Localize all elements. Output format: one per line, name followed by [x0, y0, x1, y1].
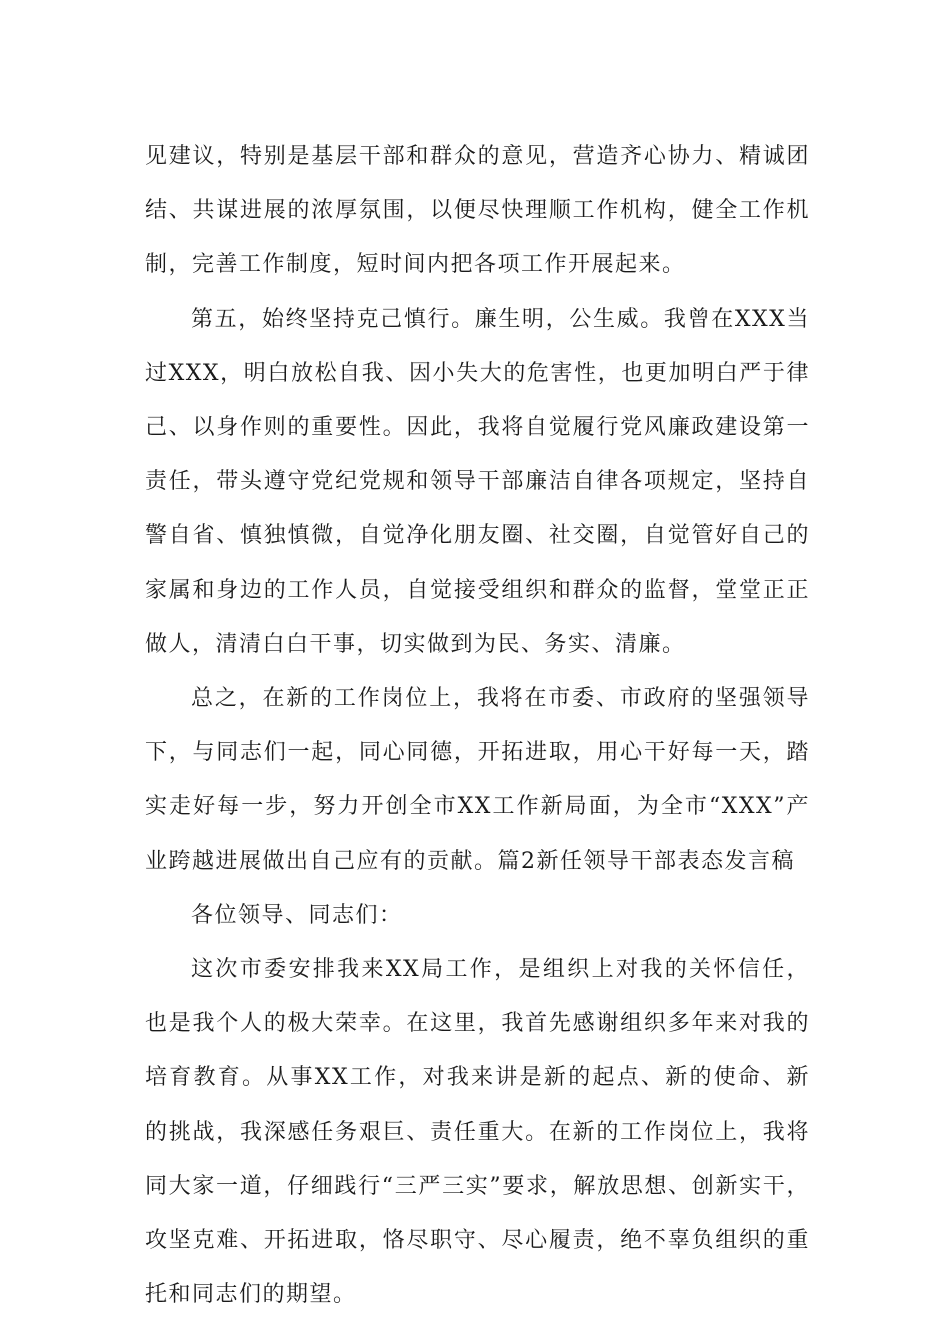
paragraph-salutation: 各位领导、同志们： — [191, 902, 403, 928]
paragraph-3: 总之，在新的工作岗位上，我将在市委、市政府的坚强领导下，与同志们一起，同心同德，开拓进取，用心干好每一天，踏实走好每一步，努力开创全市XX工作新局面，为全市“XXX”产业跨越进展做出自己应有的贡献。篇2新任领导干部表态发言稿 — [145, 686, 810, 874]
paragraph-1: 见建议，特别是基层干部和群众的意见，营造齐心协力、精诚团结、共谋进展的浓厚氛围，以便尽快理顺工作机构，健全工作机制，完善工作制度，短时间内把各项工作开展起来。 — [145, 144, 810, 278]
paragraph-5: 这次市委安排我来XX局工作，是组织上对我的关怀信任，也是我个人的极大荣幸。在这里，我首先感谢组织多年来对我的培育教育。从事XX工作，对我来讲是新的起点、新的使命、新的挑战，我深感任务艰巨、责任重大。在新的工作岗位上，我将同大家一道，仔细践行“三严三实”要求，解放思想、创新实干，攻坚克难、开拓进取，恪尽职守、尽心履责，绝不辜负组织的重托和同志们的期望。 — [145, 957, 810, 1308]
document-body — [145, 130, 810, 1322]
paragraph-2: 第五，始终坚持克己慎行。廉生明，公生威。我曾在XXX当过XXX，明白放松自我、因小失大的危害性，也更加明白严于律己、以身作则的重要性。因此，我将自觉履行党风廉政建设第一责任，带头遵守党纪党规和领导干部廉洁自律各项规定，坚持自警自省、慎独慎微，自觉净化朋友圈、社交圈，自觉管好自己的家属和身边的工作人员，自觉接受组织和群众的监督，堂堂正正做人，清清白白干事，切实做到为民、务实、清廉。 — [145, 306, 810, 657]
